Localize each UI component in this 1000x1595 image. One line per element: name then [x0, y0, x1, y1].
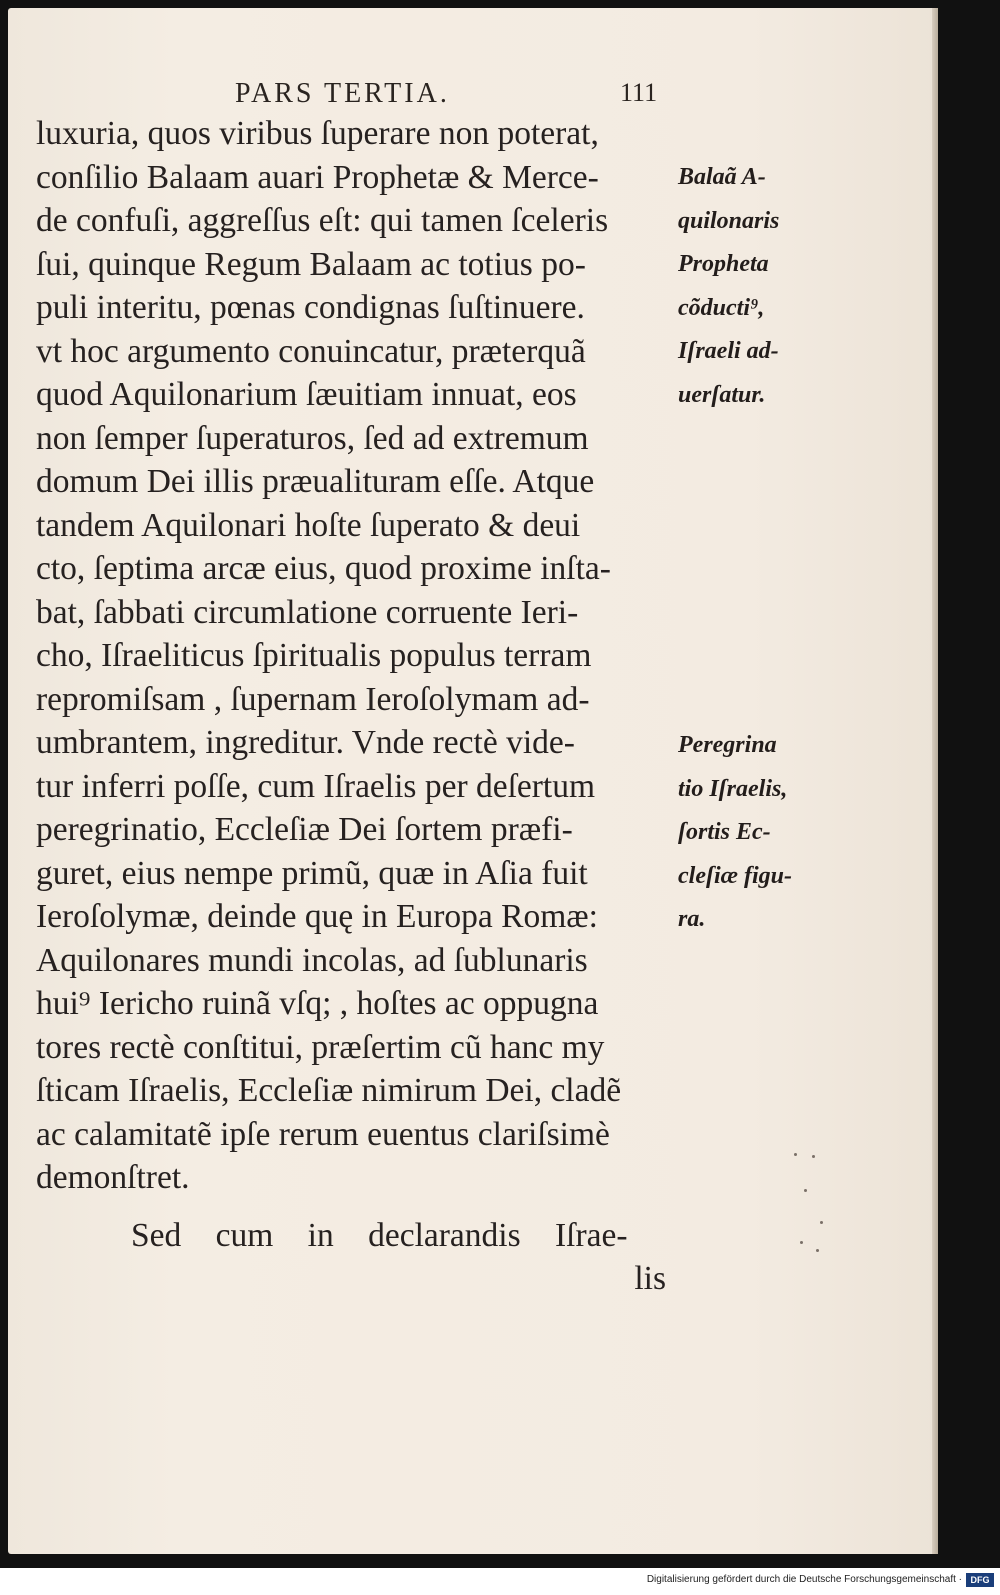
text-line: guret, eius nempe primũ, quæ in Aſia fuit: [36, 854, 588, 892]
marginal-line: Peregrina: [678, 732, 777, 758]
speck: [812, 1155, 815, 1158]
paragraph-gap: [36, 1200, 676, 1214]
marginal-line: quilonaris: [678, 207, 780, 234]
speck: [804, 1189, 807, 1192]
text-line: vt hoc argumento conuincatur, præterquã: [36, 332, 586, 370]
marginal-line: Propheta: [678, 251, 769, 277]
page-header: [235, 78, 755, 114]
text-line: luxuria, quos viribus ſuperare non poterat,: [36, 115, 599, 152]
marginal-note-balaam: [678, 156, 828, 417]
text-line: cto, ſeptima arcæ eius, quod proxime inſta-: [36, 550, 611, 587]
marginal-line: Iſraeli ad-: [678, 338, 779, 364]
text-line: repromiſsam , ſupernam Ieroſolymam ad-: [36, 680, 590, 718]
text-line: tandem Aquilonari hoſte ſuperato & deui: [36, 506, 581, 544]
text-line: ac calamitatẽ ipſe rerum euentus clariſsimè: [36, 1115, 610, 1153]
text-line: Ieroſolymæ, deinde quę in Europa Romæ:: [36, 898, 598, 935]
text-line: Aquilonares mundi incolas, ad ſublunaris: [36, 941, 588, 979]
funding-credit: Digitalisierung gefördert durch die Deutsche Forschungsgemeinschaft ·: [646, 1574, 962, 1585]
marginal-line: ra.: [678, 906, 706, 932]
text-line: peregrinatio, Eccleſiæ Dei ſortem præfi-: [36, 811, 573, 848]
text-line: quod Aquilonarium ſæuitiam innuat, eos: [36, 376, 577, 413]
marginal-line: cleſiæ figu-: [678, 862, 792, 889]
page-number: 111: [620, 78, 658, 107]
text-line: cho, Iſraeliticus ſpiritualis populus terram: [36, 637, 592, 674]
text-line: demonſtret.: [36, 1159, 190, 1196]
running-head: PARS TERTIA.: [235, 78, 450, 109]
speck: [816, 1249, 819, 1252]
dfg-logo: DFG: [966, 1573, 994, 1587]
speck: [800, 1241, 803, 1244]
text-line: hui⁹ Iericho ruinã vſq; , hoſtes ac oppugna: [36, 985, 599, 1022]
marginal-line: ſortis Ec-: [678, 819, 771, 845]
text-line: non ſemper ſuperaturos, ſed ad extremum: [36, 419, 589, 457]
text-line: umbrantem, ingreditur. Vnde rectè vide-: [36, 724, 575, 761]
text-line: de confuſi, aggreſſus eſt: qui tamen ſceleris: [36, 202, 609, 239]
text-line: bat, ſabbati circumlatione corruente Ieri-: [36, 593, 579, 631]
marginal-line: cõducti⁹,: [678, 294, 765, 321]
text-line: conſilio Balaam auari Prophetæ & Merce-: [36, 158, 599, 196]
catchword: lis: [634, 1260, 666, 1297]
marginal-line: tio Iſraelis,: [678, 775, 788, 802]
text-line: ſticam Iſraelis, Eccleſiæ nimirum Dei, cladẽ: [36, 1072, 622, 1109]
marginal-line: uerſatur.: [678, 381, 766, 408]
page-edge: [932, 8, 938, 1554]
text-line: domum Dei illis præualituram eſſe. Atque: [36, 463, 595, 500]
marginal-line: Balaã A-: [678, 164, 766, 190]
paper-specks: [790, 1145, 830, 1265]
speck: [794, 1153, 797, 1156]
speck: [820, 1221, 823, 1224]
main-text-block: [36, 112, 676, 1301]
text-line: tur inferri poſſe, cum Iſraelis per deſertum: [36, 767, 596, 805]
text-line: puli interitu, pœnas condignas ſuſtinuere.: [36, 289, 585, 326]
text-line: ſui, quinque Regum Balaam ac totius po-: [36, 245, 586, 283]
text-line: tores rectè conſtitui, præſertim cũ hanc my: [36, 1028, 605, 1066]
footer-bar: [0, 1572, 1000, 1592]
marginal-note-peregrinatio: [678, 724, 828, 942]
paragraph-opening-line: Sed cum in declarandis Iſrae-: [131, 1216, 628, 1254]
